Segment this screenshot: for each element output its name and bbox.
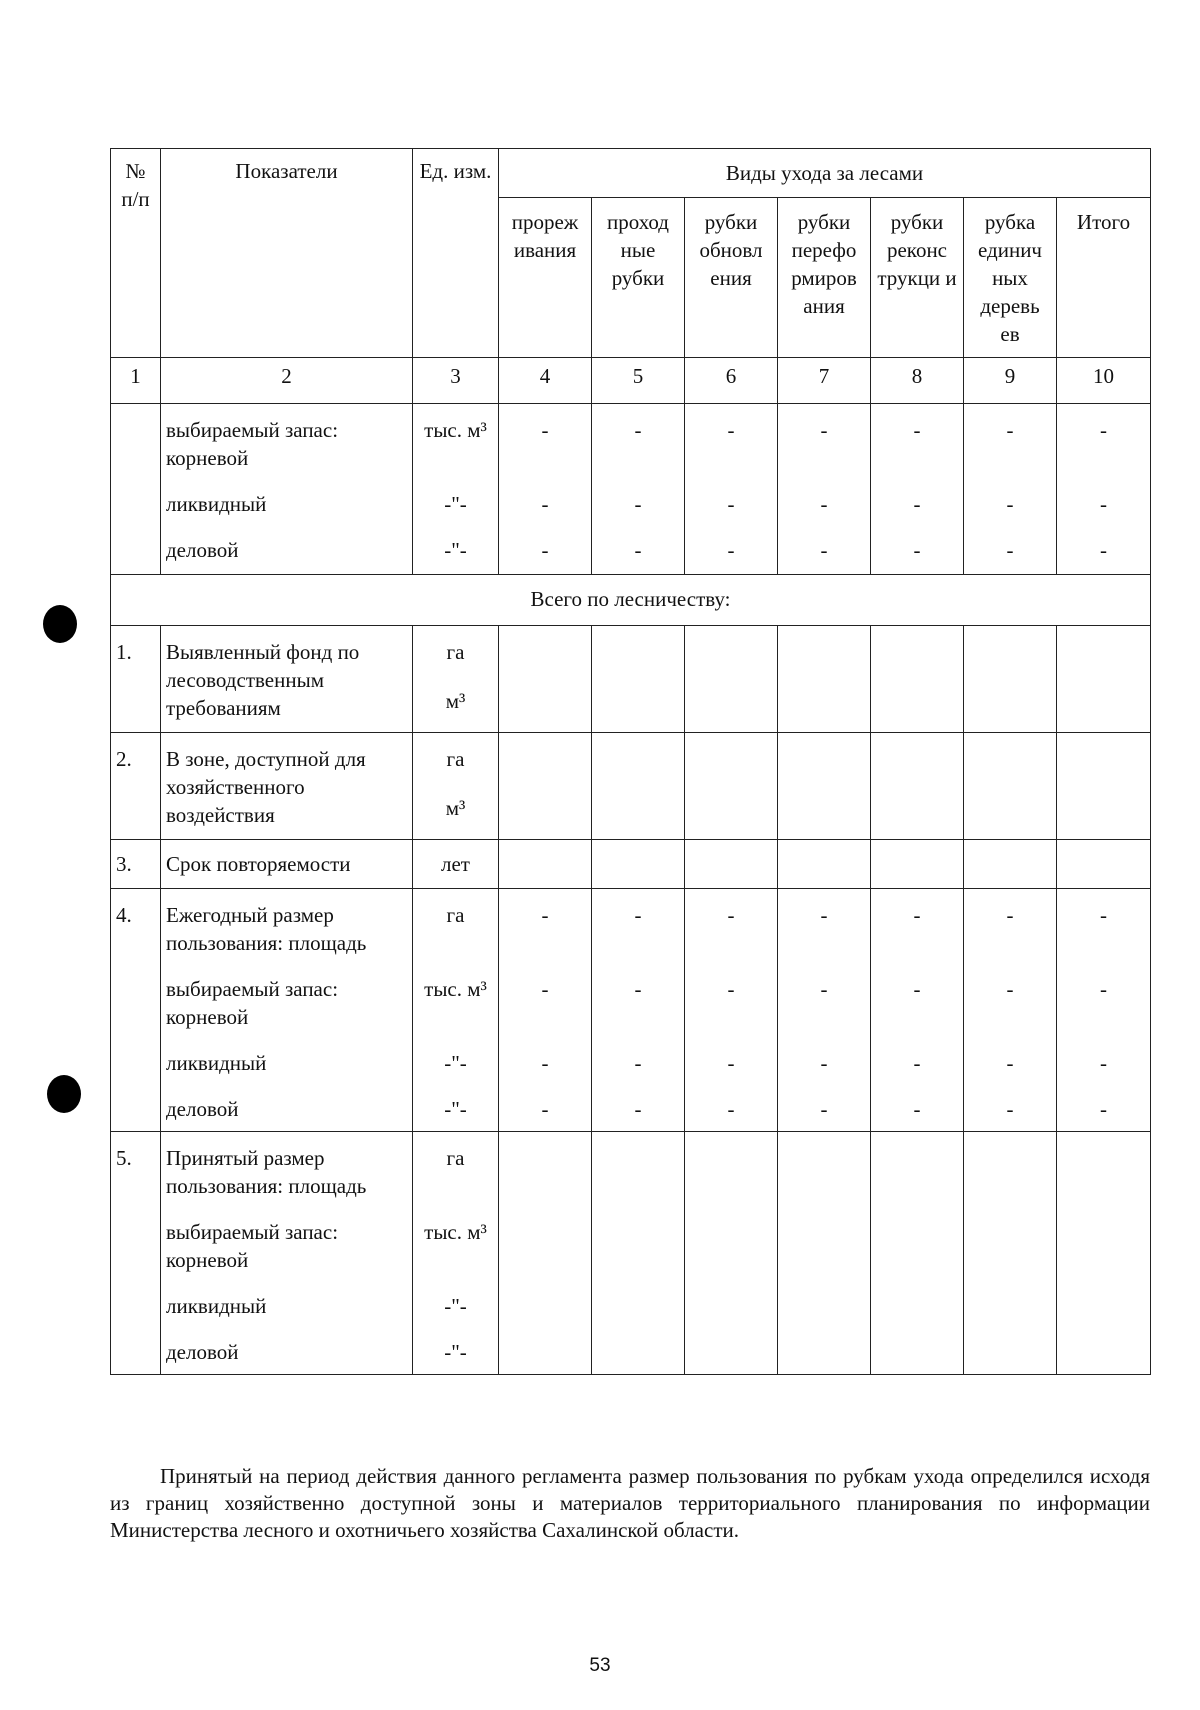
empty-cell bbox=[499, 733, 592, 840]
header-total: Итого bbox=[1057, 198, 1151, 358]
body-paragraph: Принятый на период действия данного регламента размер пользования по рубкам ухода определился исходя из границ хозяйственно доступной зоны и материалов территориального планирования по информации Министерства лесного и охотничьего хозяйства Сахалинской области. bbox=[110, 1464, 1150, 1542]
empty-cell bbox=[592, 1132, 685, 1375]
unit-ha: га bbox=[446, 747, 465, 771]
value-cell: - bbox=[778, 476, 871, 522]
column-number: 1 bbox=[111, 358, 161, 404]
value-cell: - bbox=[871, 476, 964, 522]
value-cell: - bbox=[499, 522, 592, 575]
value-cell: - bbox=[1057, 476, 1151, 522]
row-unit: -"- bbox=[413, 522, 499, 575]
table-row bbox=[111, 961, 1151, 1035]
empty-cell bbox=[778, 733, 871, 840]
value-cell: - bbox=[964, 522, 1057, 575]
table-row bbox=[111, 840, 1151, 889]
row-unit: -"- bbox=[413, 1324, 499, 1375]
empty-cell bbox=[499, 626, 592, 733]
row-label: Ежегодный размер пользования: площадь bbox=[161, 889, 413, 962]
empty-cell bbox=[685, 840, 778, 889]
table-row bbox=[111, 733, 1151, 840]
row-num: 5. bbox=[111, 1132, 161, 1375]
row-label: выбираемый запас: корневой bbox=[161, 1204, 413, 1278]
value-cell: - bbox=[964, 476, 1057, 522]
empty-cell bbox=[499, 840, 592, 889]
value-cell: - bbox=[778, 404, 871, 477]
column-number: 4 bbox=[499, 358, 592, 404]
value-cell: - bbox=[592, 1035, 685, 1081]
column-number-row bbox=[111, 358, 1151, 404]
value-cell: - bbox=[871, 1035, 964, 1081]
row-label: Срок повторяемости bbox=[161, 840, 413, 889]
row-label: Выявленный фонд по лесоводственным требованиям bbox=[161, 626, 413, 733]
empty-cell bbox=[964, 840, 1057, 889]
column-number: 6 bbox=[685, 358, 778, 404]
empty-cell bbox=[685, 626, 778, 733]
value-cell: - bbox=[592, 476, 685, 522]
value-cell: - bbox=[964, 1035, 1057, 1081]
value-cell: - bbox=[592, 522, 685, 575]
row-num: 4. bbox=[111, 889, 161, 1132]
value-cell: - bbox=[499, 889, 592, 962]
column-number: 8 bbox=[871, 358, 964, 404]
value-cell: - bbox=[1057, 961, 1151, 1035]
row-label: деловой bbox=[161, 1081, 413, 1132]
header-type: рубки перефо рмиров ания bbox=[778, 198, 871, 358]
row-unit bbox=[413, 626, 499, 733]
value-cell: - bbox=[1057, 1035, 1151, 1081]
section-title: Всего по лесничеству: bbox=[111, 575, 1151, 626]
header-num: № п/п bbox=[111, 149, 161, 358]
row-label: выбираемый запас: корневой bbox=[161, 404, 413, 477]
empty-cell bbox=[1057, 840, 1151, 889]
value-cell: - bbox=[1057, 522, 1151, 575]
value-cell: - bbox=[964, 889, 1057, 962]
empty-cell bbox=[778, 1132, 871, 1375]
table-row bbox=[111, 476, 1151, 522]
row-unit: тыс. м³ bbox=[413, 961, 499, 1035]
row-unit bbox=[413, 733, 499, 840]
column-number: 7 bbox=[778, 358, 871, 404]
forest-care-table bbox=[110, 148, 1151, 1375]
column-number: 2 bbox=[161, 358, 413, 404]
row-unit: тыс. м³ bbox=[413, 404, 499, 477]
value-cell: - bbox=[685, 404, 778, 477]
punch-hole bbox=[43, 605, 77, 643]
table-row bbox=[111, 1132, 1151, 1205]
header-type: проход ные рубки bbox=[592, 198, 685, 358]
empty-cell bbox=[685, 733, 778, 840]
unit-m3: м³ bbox=[445, 796, 466, 820]
row-label: деловой bbox=[161, 522, 413, 575]
row-unit: га bbox=[413, 1132, 499, 1205]
empty-cell bbox=[1057, 733, 1151, 840]
empty-cell bbox=[778, 840, 871, 889]
table-row bbox=[111, 626, 1151, 733]
table-row bbox=[111, 1081, 1151, 1132]
row-label: ликвидный bbox=[161, 476, 413, 522]
value-cell: - bbox=[592, 961, 685, 1035]
row-label: деловой bbox=[161, 1324, 413, 1375]
empty-cell bbox=[871, 626, 964, 733]
header-type: рубки реконс трукци и bbox=[871, 198, 964, 358]
value-cell: - bbox=[499, 1081, 592, 1132]
row-unit: -"- bbox=[413, 1278, 499, 1324]
value-cell: - bbox=[499, 961, 592, 1035]
value-cell: - bbox=[685, 522, 778, 575]
empty-cell bbox=[1057, 1132, 1151, 1375]
page-number: 53 bbox=[589, 1655, 611, 1676]
row-num-empty bbox=[111, 404, 161, 575]
header-type: рубка единич ных деревь ев bbox=[964, 198, 1057, 358]
empty-cell bbox=[499, 1132, 592, 1375]
value-cell: - bbox=[778, 961, 871, 1035]
row-label: ликвидный bbox=[161, 1035, 413, 1081]
empty-cell bbox=[592, 626, 685, 733]
table-row bbox=[111, 522, 1151, 575]
header-group-title: Виды ухода за лесами bbox=[499, 149, 1151, 198]
header-type: рубки обновл ения bbox=[685, 198, 778, 358]
row-unit: тыс. м³ bbox=[413, 1204, 499, 1278]
section-row bbox=[111, 575, 1151, 626]
value-cell: - bbox=[685, 1035, 778, 1081]
unit-ha: га bbox=[446, 640, 465, 664]
value-cell: - bbox=[871, 961, 964, 1035]
row-unit: -"- bbox=[413, 1081, 499, 1132]
value-cell: - bbox=[871, 404, 964, 477]
value-cell: - bbox=[499, 1035, 592, 1081]
value-cell: - bbox=[778, 1081, 871, 1132]
value-cell: - bbox=[778, 889, 871, 962]
value-cell: - bbox=[871, 522, 964, 575]
column-number: 5 bbox=[592, 358, 685, 404]
header-type: прореж ивания bbox=[499, 198, 592, 358]
unit-m3: м³ bbox=[445, 689, 466, 713]
empty-cell bbox=[1057, 626, 1151, 733]
value-cell: - bbox=[499, 476, 592, 522]
row-label: Принятый размер пользования: площадь bbox=[161, 1132, 413, 1205]
value-cell: - bbox=[871, 889, 964, 962]
row-label: В зоне, доступной для хозяйственного воздействия bbox=[161, 733, 413, 840]
value-cell: - bbox=[685, 889, 778, 962]
column-number: 9 bbox=[964, 358, 1057, 404]
value-cell: - bbox=[1057, 889, 1151, 962]
row-num: 2. bbox=[111, 733, 161, 840]
value-cell: - bbox=[685, 961, 778, 1035]
punch-hole bbox=[47, 1075, 81, 1113]
value-cell: - bbox=[592, 404, 685, 477]
empty-cell bbox=[871, 840, 964, 889]
empty-cell bbox=[871, 1132, 964, 1375]
value-cell: - bbox=[871, 1081, 964, 1132]
empty-cell bbox=[778, 626, 871, 733]
value-cell: - bbox=[964, 1081, 1057, 1132]
header-unit: Ед. изм. bbox=[413, 149, 499, 358]
empty-cell bbox=[964, 626, 1057, 733]
value-cell: - bbox=[778, 522, 871, 575]
row-label: ликвидный bbox=[161, 1278, 413, 1324]
header-row-1 bbox=[111, 149, 1151, 198]
table-row bbox=[111, 404, 1151, 477]
table-row bbox=[111, 1035, 1151, 1081]
value-cell: - bbox=[685, 476, 778, 522]
column-number: 10 bbox=[1057, 358, 1151, 404]
value-cell: - bbox=[1057, 1081, 1151, 1132]
value-cell: - bbox=[778, 1035, 871, 1081]
row-unit: лет bbox=[413, 840, 499, 889]
empty-cell bbox=[685, 1132, 778, 1375]
column-number: 3 bbox=[413, 358, 499, 404]
row-num: 1. bbox=[111, 626, 161, 733]
empty-cell bbox=[964, 1132, 1057, 1375]
empty-cell bbox=[592, 733, 685, 840]
row-unit: -"- bbox=[413, 1035, 499, 1081]
value-cell: - bbox=[499, 404, 592, 477]
value-cell: - bbox=[592, 1081, 685, 1132]
empty-cell bbox=[592, 840, 685, 889]
row-unit: га bbox=[413, 889, 499, 962]
row-unit: -"- bbox=[413, 476, 499, 522]
value-cell: - bbox=[685, 1081, 778, 1132]
value-cell: - bbox=[1057, 404, 1151, 477]
table-row bbox=[111, 889, 1151, 962]
empty-cell bbox=[871, 733, 964, 840]
header-indicators: Показатели bbox=[161, 149, 413, 358]
row-label: выбираемый запас: корневой bbox=[161, 961, 413, 1035]
value-cell: - bbox=[592, 889, 685, 962]
value-cell: - bbox=[964, 404, 1057, 477]
value-cell: - bbox=[964, 961, 1057, 1035]
row-num: 3. bbox=[111, 840, 161, 889]
empty-cell bbox=[964, 733, 1057, 840]
